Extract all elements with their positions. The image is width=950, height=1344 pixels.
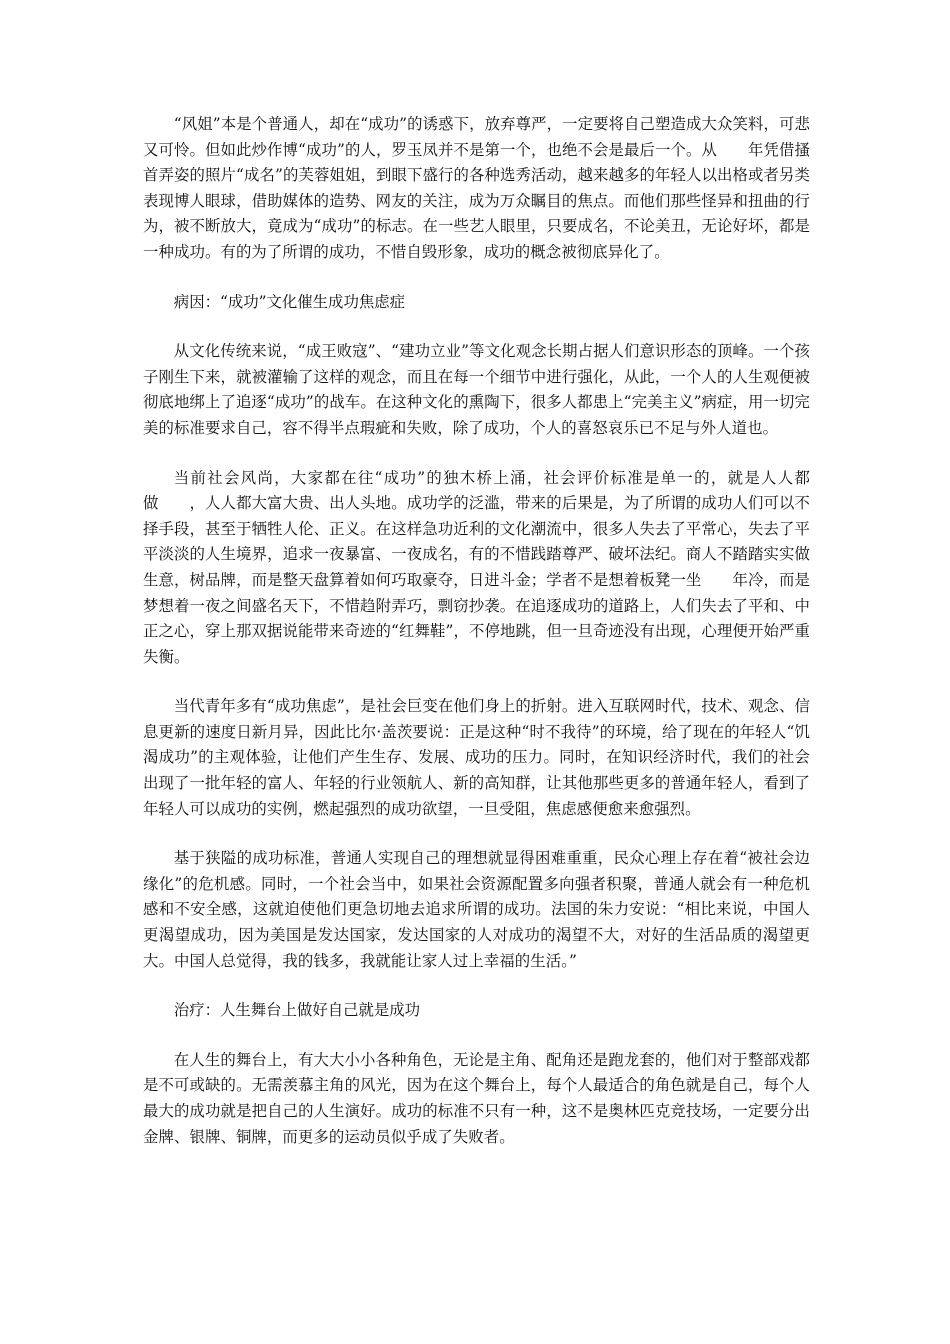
paragraph-cultural-tradition: 从文化传统来说，“成王败寇”、“建功立业”等文化观念长期占据人们意识形态的顶峰。一个孩子刚生下来，就被灌输了这样的观念，而且在每一个细节中进行强化，从此，一个人的人生观便被彻底地绑上了追逐“成功”的战车。在这种文化的熏陶下，很多人都患上“完美主义”病症，用一切完美的标准要求自己，容不得半点瑕疵和失败，除了成功，个人的喜怒哀乐已不足与外人道也。: [143, 342, 810, 437]
section-heading-treatment: 治疗：人生舞台上做好自己就是成功: [173, 1001, 421, 1020]
paragraph-social-trend: 当前社会风尚，大家都在往“成功”的独木桥上涌，社会评价标准是单一的，就是人人都做 ，人人都大富大贵、出人头地。成功学的泛滥，带来的后果是，为了所谓的成功人们可以不择手段，甚至于牺牲人伦、正义。在这样急功近利的文化潮流中，很多人失去了平常心，失去了平平淡淡的人生境界，追求一夜暴富、一夜成名，有的不惜践踏尊严、破坏法纪。商人不踏踏实实做生意，树品牌，而是整天盘算着如何巧取豪夺，日进斗金；学者不是想着板凳一坐 年冷，而是梦想着一夜之间盛名天下，不惜趋附弄巧，剽窃抄袭。在追逐成功的道路上，人们失去了平和、中正之心，穿上那双据说能带来奇迹的“红舞鞋”，不停地跳，但一旦奇迹没有出现，心理便开始严重失衡。: [143, 468, 810, 666]
paragraph-narrow-standard: 基于狭隘的成功标准，普通人实现自己的理想就显得困难重重，民众心理上存在着“被社会边缘化”的危机感。同时，一个社会当中，如果社会资源配置多向强者积聚，普通人就会有一种危机感和不安全感，这就迫使他们更急切地去追求所谓的成功。法国的朱力安说：“相比来说，中国人更渴望成功，因为美国是发达国家，发达国家的人对成功的渴望不大，对好的生活品质的渴望更大。中国人总觉得，我的钱多，我就能让家人过上幸福的生活。”: [143, 849, 810, 970]
paragraph-life-stage: 在人生的舞台上，有大大小小各种角色，无论是主角、配角还是跑龙套的，他们对于整部戏都是不可或缺的。无需羡慕主角的风光，因为在这个舞台上，每个人最适合的角色就是自己，每个人最大的成功就是把自己的人生演好。成功的标准不只有一种，这不是奥林匹克竞技场，一定要分出金牌、银牌、铜牌，而更多的运动员似乎成了失败者。: [143, 1050, 810, 1146]
paragraph-youth-anxiety: 当代青年多有“成功焦虑”，是社会巨变在他们身上的折射。进入互联网时代，技术、观念、信息更新的速度日新月异，因此比尔·盖茨要说：正是这种“时不我待”的环境，给了现在的年轻人“饥渴成功”的主观体验，让他们产生生存、发展、成功的压力。同时，在知识经济时代，我们的社会出现了一批年轻的富人、年轻的行业领航人、新的高知群，让其他那些更多的普通年轻人，看到了年轻人可以成功的实例，燃起强烈的成功欲望，一旦受阻，焦虑感便愈来愈强烈。: [143, 697, 810, 818]
section-heading-cause: 病因：“成功”文化催生成功焦虑症: [173, 292, 406, 311]
paragraph-fengjie: “风姐”本是个普通人，却在“成功”的诱惑下，放弃尊严，一定要将自己塑造成大众笑料，可悲又可怜。但如此炒作博“成功”的人，罗玉凤并不是第一个，也绝不会是最后一个。从 年凭借搔首弄姿的照片“成名”的芙蓉姐姐，到眼下盛行的各种选秀活动，越来越多的年轻人以出格或者另类表现博人眼球，借助媒体的造势、网友的关注，成为万众瞩目的焦点。而他们那些怪异和扭曲的行为，被不断放大，竟成为“成功”的标志。在一些艺人眼里，只要成名，不论美丑，无论好坏，都是一种成功。有的为了所谓的成功，不惜自毁形象，成功的概念被彻底异化了。: [143, 115, 810, 261]
document-page: [143, 112, 810, 1150]
